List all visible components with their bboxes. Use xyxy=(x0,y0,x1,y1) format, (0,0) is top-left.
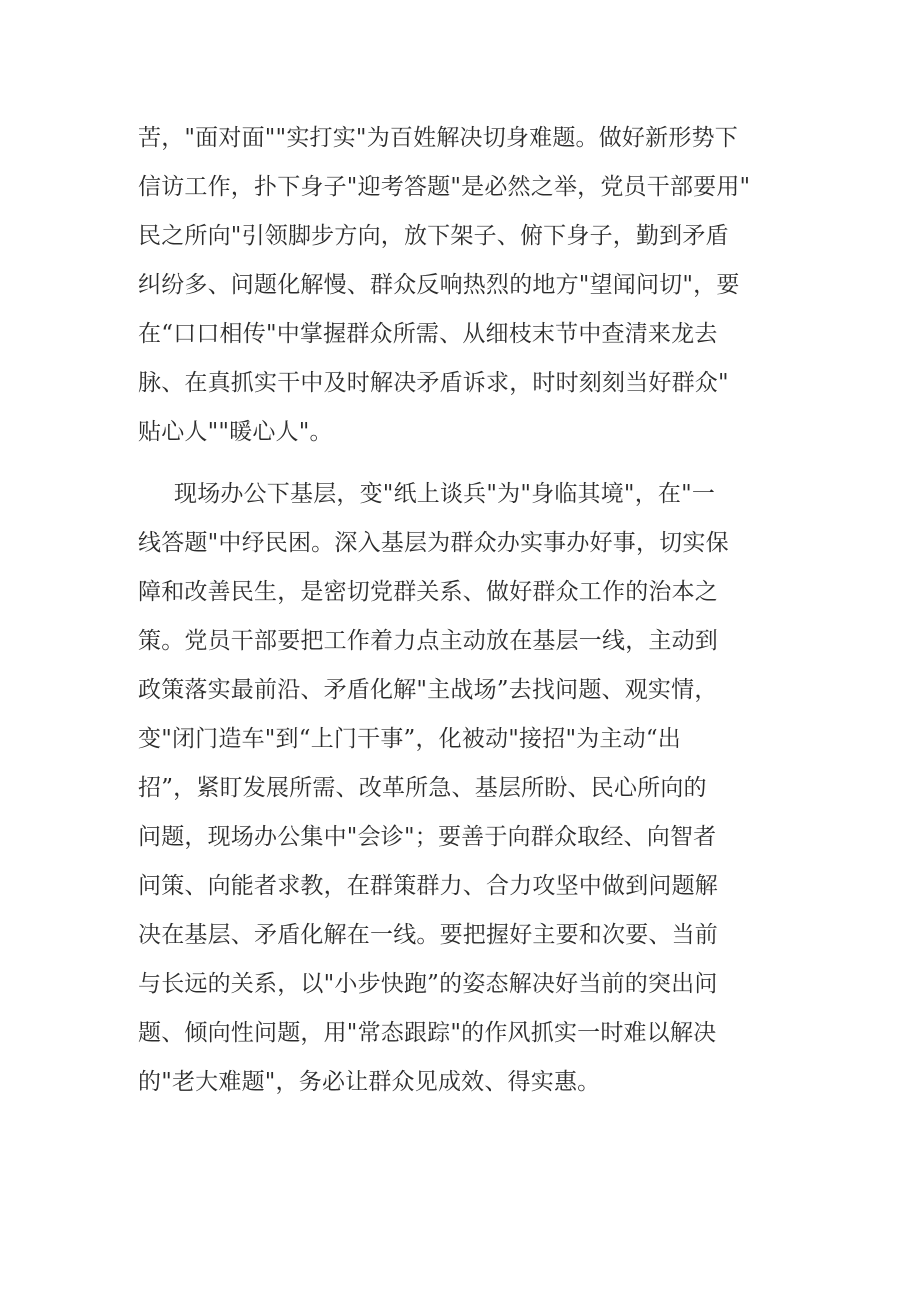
paragraph-2-line-12: 题、倾向性问题，用"常态跟踪"的作风抓实一时难以解决 xyxy=(138,1020,717,1046)
paragraph-1-line-5: 在“口口相传"中掌握群众所需、从细枝末节中查清来龙去 xyxy=(138,321,718,347)
paragraph-2-line-6: 变"闭门造车"到“上门干事”，化被动"接招"为主动“出 xyxy=(138,726,681,752)
paragraph-2-line-11: 与长远的关系，以"小步快跑”的姿态解决好当前的突出问 xyxy=(138,971,718,997)
paragraph-2-line-3: 障和改善民生，是密切党群关系、做好群众工作的治本之 xyxy=(138,579,718,605)
paragraph-1-line-4: 纠纷多、问题化解慢、群众反响热烈的地方"望闻问切"，要 xyxy=(138,272,740,298)
paragraph-1-line-6: 脉、在真抓实干中及时解决矛盾诉求，时时刻刻当好群众" xyxy=(138,370,729,396)
paragraph-2-line-8: 问题，现场办公集中"会诊"；要善于向群众取经、向智者 xyxy=(138,824,717,850)
paragraph-1-line-3: 民之所向"引领脚步方向，放下架子、俯下身子，勤到矛盾 xyxy=(138,223,729,249)
paragraph-1-line-2: 信访工作，扑下身子"迎考答题"是必然之举，党员干部要用" xyxy=(138,174,751,200)
paragraph-2-line-9: 问策、向能者求教，在群策群力、合力攻坚中做到问题解 xyxy=(138,873,718,899)
paragraph-2-line-10: 决在基层、矛盾化解在一线。要把握好主要和次要、当前 xyxy=(138,922,718,948)
paragraph-2-line-7: 招”，紧盯发展所需、改革所急、基层所盼、民心所向的 xyxy=(138,775,707,801)
paragraph-2 xyxy=(138,470,788,1107)
paragraph-1-line-7: 贴心人""暖心人"。 xyxy=(138,419,333,445)
paragraph-2-line-1: 现场办公下基层，变"纸上谈兵"为"身临其境"，在"一 xyxy=(174,481,716,507)
paragraph-2-line-4: 策。党员干部要把工作着力点主动放在基层一线，主动到 xyxy=(138,628,718,654)
paragraph-2-line-2: 线答题"中纾民困。深入基层为群众办实事办好事，切实保 xyxy=(138,530,729,556)
paragraph-1-line-1: 苦，"面对面""实打实"为百姓解决切身难题。做好新形势下 xyxy=(138,125,738,151)
paragraph-2-line-5: 政策落实最前沿、矛盾化解"主战场”去找问题、观实情， xyxy=(138,677,718,703)
paragraph-1 xyxy=(138,114,788,457)
paragraph-2-line-13: 的"老大难题"，务必让群众见成效、得实惠。 xyxy=(138,1069,601,1095)
